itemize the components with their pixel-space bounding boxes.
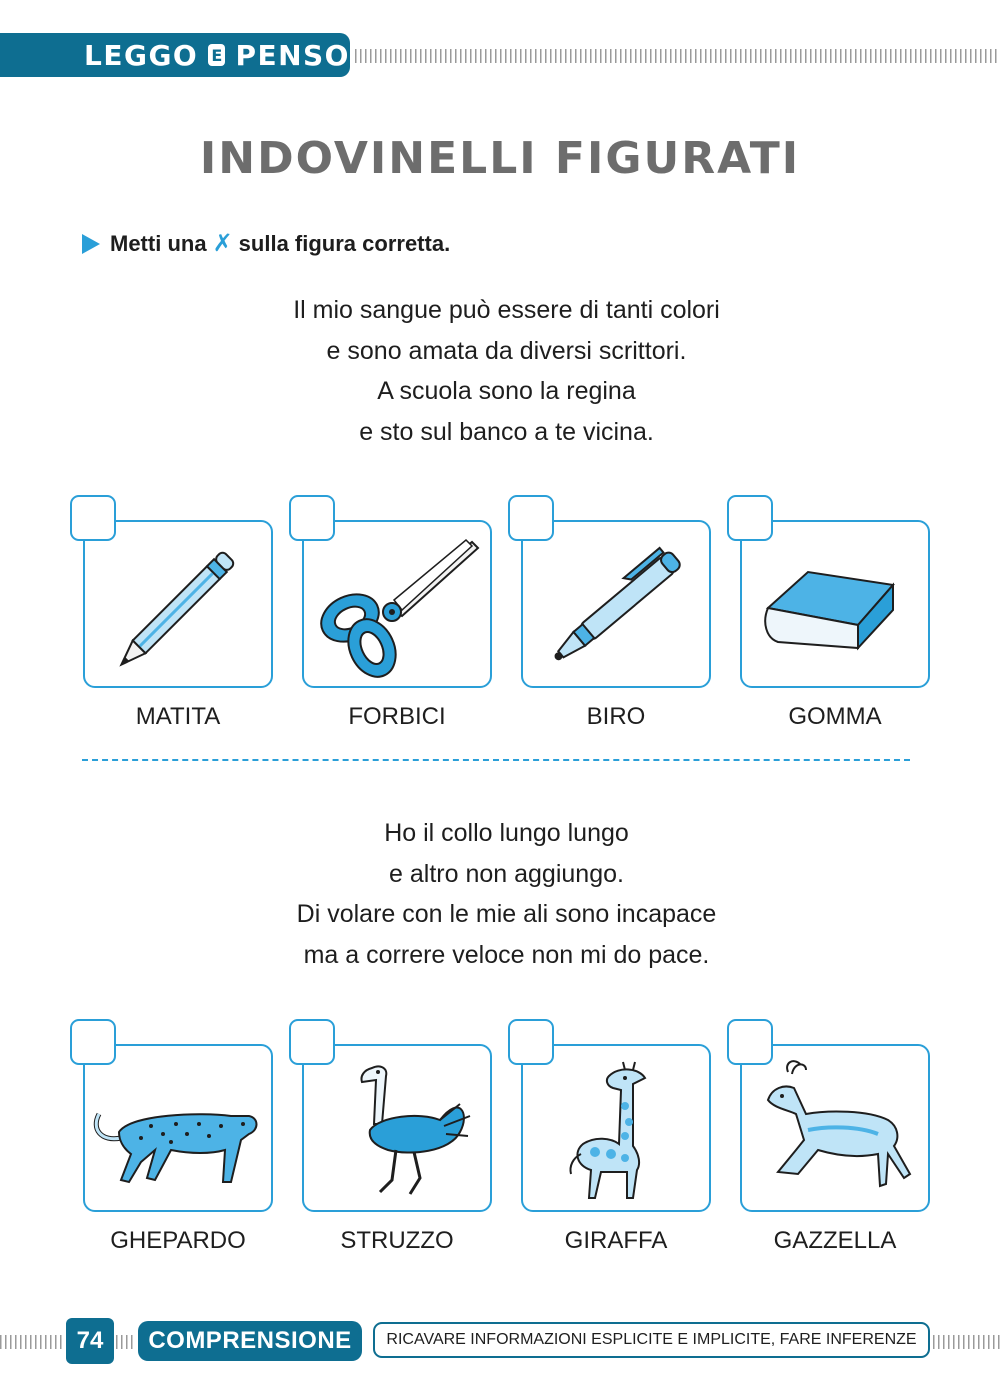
play-arrow-icon bbox=[82, 234, 100, 254]
header-amp-badge: E bbox=[208, 44, 225, 66]
option-card-matita bbox=[83, 520, 273, 688]
footer-tick-rule-right bbox=[933, 1335, 1000, 1349]
cheetah-icon bbox=[91, 1054, 265, 1204]
riddle-line: ma a correre veloce non mi do pace. bbox=[303, 940, 710, 969]
header-tab bbox=[0, 33, 350, 77]
option-label: GOMMA bbox=[788, 703, 882, 730]
riddle-line: e sto sul banco a te vicina. bbox=[359, 417, 654, 446]
option-card-ghepardo bbox=[83, 1044, 273, 1212]
ostrich-icon bbox=[310, 1054, 484, 1204]
option-label: GAZZELLA bbox=[773, 1227, 897, 1254]
option-label: FORBICI bbox=[348, 703, 446, 730]
cross-mark-icon: ✗ bbox=[212, 230, 233, 257]
page-number: 74 bbox=[66, 1318, 114, 1364]
section-divider bbox=[82, 759, 910, 761]
header-word-penso: PENSO bbox=[235, 38, 350, 72]
riddle-line: Ho il collo lungo lungo bbox=[384, 819, 629, 847]
header-tick-rule bbox=[355, 49, 1000, 63]
option-card-gazzella bbox=[740, 1044, 930, 1212]
scissors-icon bbox=[310, 530, 484, 680]
option-card-forbici bbox=[302, 520, 492, 688]
pencil-icon bbox=[91, 530, 265, 680]
riddle-line: e sono amata da diversi scrittori. bbox=[326, 336, 687, 365]
instruction bbox=[82, 229, 450, 258]
page-title: INDOVINELLI FIGURATI bbox=[199, 133, 801, 184]
riddle-1-text bbox=[0, 290, 1000, 452]
option-label: MATITA bbox=[135, 703, 221, 730]
eraser-icon bbox=[748, 530, 922, 680]
skill-label: RICAVARE INFORMAZIONI ESPLICITE E IMPLICITE, FARE INFERENZE bbox=[373, 1322, 930, 1358]
instruction-text-before: Metti una bbox=[110, 230, 207, 256]
gazelle-icon bbox=[748, 1054, 922, 1204]
option-label: GIRAFFA bbox=[564, 1227, 668, 1254]
header-word-leggo: LEGGO bbox=[84, 38, 199, 72]
option-label: STRUZZO bbox=[340, 1227, 454, 1254]
giraffe-icon bbox=[529, 1054, 703, 1204]
instruction-text-after: sulla figura corretta. bbox=[238, 230, 451, 256]
pen-icon bbox=[529, 530, 703, 680]
riddle-line: Di volare con le mie ali sono incapace bbox=[296, 900, 717, 928]
footer-tick-rule-mid bbox=[116, 1335, 136, 1349]
section-badge: COMPRENSIONE bbox=[138, 1321, 362, 1361]
option-card-giraffa bbox=[521, 1044, 711, 1212]
riddle-2-text bbox=[0, 813, 1000, 975]
riddle-line: Il mio sangue può essere di tanti colori bbox=[293, 296, 720, 324]
riddle-line: A scuola sono la regina bbox=[377, 377, 636, 405]
riddle-line: e altro non aggiungo. bbox=[389, 859, 624, 888]
option-card-struzzo bbox=[302, 1044, 492, 1212]
footer-tick-rule-left bbox=[0, 1335, 64, 1349]
option-label: BIRO bbox=[586, 703, 646, 730]
option-card-gomma bbox=[740, 520, 930, 688]
option-card-biro bbox=[521, 520, 711, 688]
option-label: GHEPARDO bbox=[110, 1227, 246, 1254]
